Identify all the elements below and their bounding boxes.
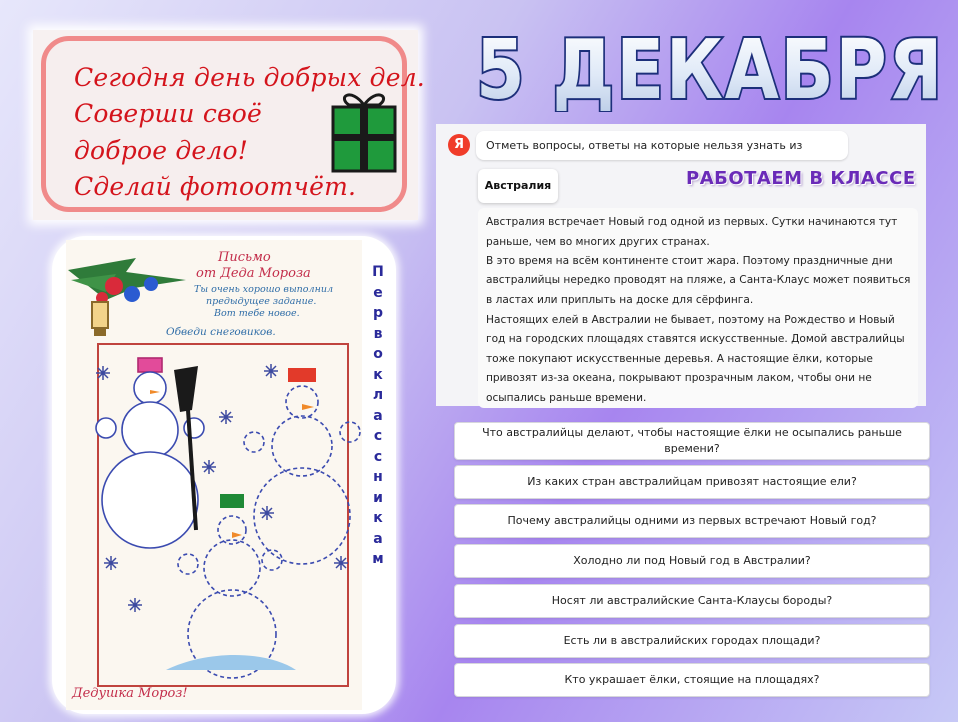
side-letter: а [373,407,383,424]
letter-sub-3: Вот тебе новое. [214,308,300,319]
question-option[interactable]: Носят ли австралийские Санта-Клаусы бороды? [454,584,930,618]
article-line: Настоящих елей в Австралии не бывает, поэтому на Рождество и Новый [486,314,895,326]
letter-sub-1: Ты очень хорошо выполнил [194,284,333,295]
article-line: тоже покупают искусственные деревья. А настоящие ёлки, которые [486,353,873,365]
side-letter: н [373,469,383,485]
article-line: Австралия встречает Новый год одной из первых. Сутки начинаются тут [486,216,898,228]
letter-signature: Дедушка Мороз! [72,686,188,701]
work-in-class-label: РАБОТАЕМ В КЛАССЕ [686,168,916,189]
question-option[interactable]: Есть ли в австралийских городах площади? [454,624,930,658]
question-option[interactable]: Холодно ли под Новый год в Австралии? [454,544,930,578]
motto-line-2: Соверши своё [74,99,263,128]
letter-sub-2: предыдущее задание. [206,296,317,307]
side-letter: к [373,366,383,383]
gift-icon [329,87,399,175]
article-line: год на городских площадях ставятся искусственные. Домой австралийцы [486,333,905,345]
side-letter: в [373,325,383,342]
side-letter: к [373,510,383,526]
article-line: привозят из-за океана, покрывают прозрачным лаком, чтобы они не [486,372,872,384]
side-letter: м [372,551,384,567]
carrot-nose [302,404,314,410]
snowman-dashed-2 [244,386,360,564]
date-title [470,22,950,112]
fir-branch-decoration [68,258,186,336]
tab-australia[interactable]: Австралия [478,169,558,203]
article-line: осыпались раньше времени. [486,392,647,404]
article-line: раньше, чем во многих других странах. [486,236,710,248]
side-letter: о [373,346,383,362]
side-letter: е [373,284,383,301]
motto-frame [41,36,425,212]
article-line: австралийцы нередко проводят на пляже, а Санта-Клаус может появиться [486,274,911,286]
snow-drift [166,655,296,670]
red-bucket-hat [288,368,316,382]
carrot-nose [232,532,242,538]
side-letter: с [373,448,383,465]
snowman-dashed-3 [178,516,282,678]
motto-line-3: доброе дело! [74,136,249,165]
side-letter: л [372,387,384,403]
article-text [478,208,918,408]
green-bucket-hat [220,494,244,508]
question-option[interactable]: Что австралийцы делают, чтобы настоящие ёлки не осыпались раньше времени? [454,422,930,460]
motto-line-1: Сегодня день добрых дел. [74,63,425,92]
side-letter: П [372,264,384,280]
question-option[interactable]: Кто украшает ёлки, стоящие на площадях? [454,663,930,697]
letter-worksheet [66,240,362,710]
task-prompt: Отметь вопросы, ответы на которые нельзя узнать из [476,131,848,160]
letter-title-1: Письмо [218,250,271,265]
yandex-logo-icon: Я [448,134,470,156]
question-option[interactable]: Из каких стран австралийцам привозят настоящие ели? [454,465,930,499]
article-line: В это время на всём континенте стоит жара. Поэтому праздничные дни [486,255,893,267]
side-word-vertical [366,262,390,570]
side-letter: р [372,305,384,321]
motto-line-4: Сделай фотоотчёт. [74,172,357,201]
date-title-text: 5 ДЕКАБРЯ [476,23,944,112]
question-option[interactable]: Почему австралийцы одними из первых встречают Новый год? [454,504,930,538]
letter-instruction: Обведи снеговиков. [166,326,276,338]
side-letter: а [373,530,383,547]
side-letter: и [373,489,383,506]
side-letter: с [373,428,383,444]
letter-title-2: от Деда Мороза [196,266,311,281]
motto-card [33,30,425,220]
article-line: в ластах или приплыть на доске для сёрфинга. [486,294,754,306]
